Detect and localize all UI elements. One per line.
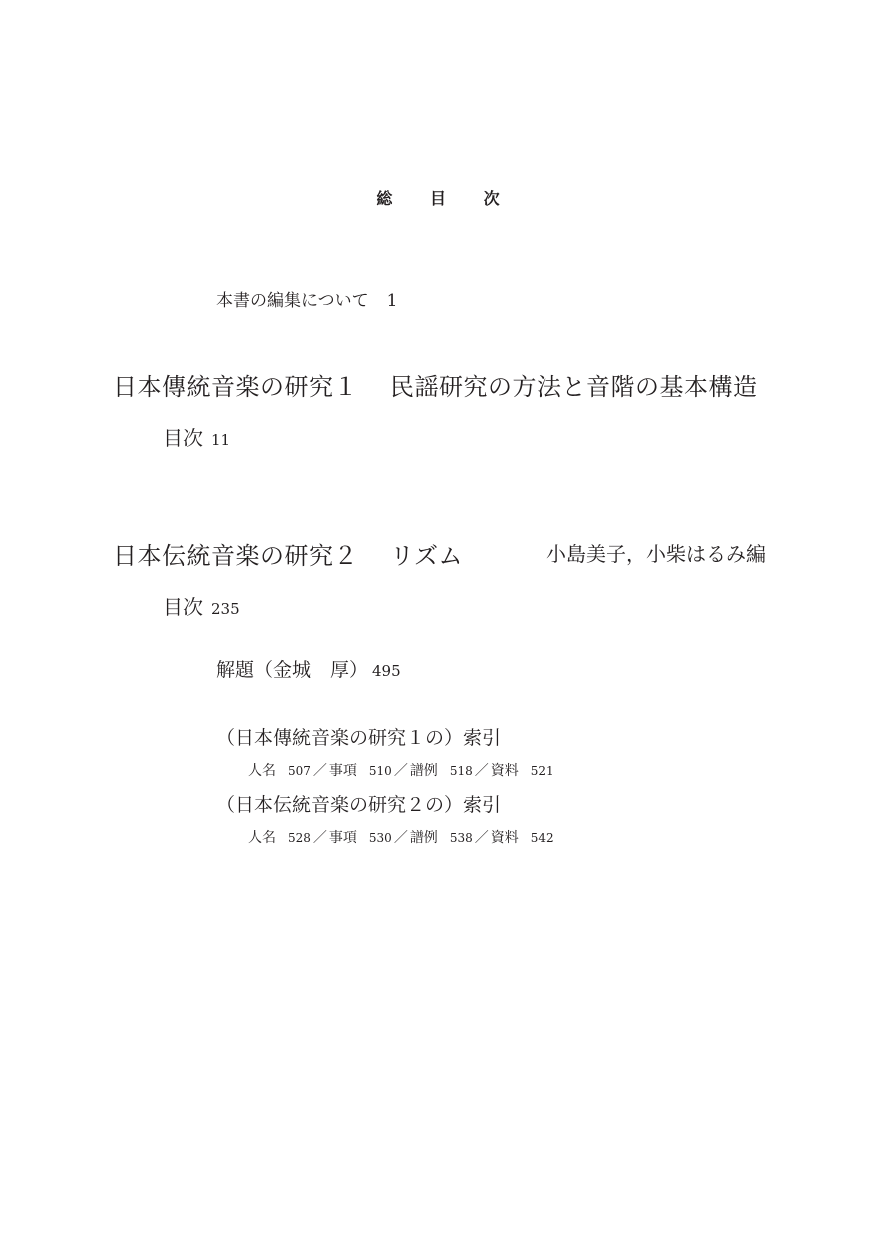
index-entry-label: 事項 <box>328 763 357 779</box>
index-entry-page: 510 <box>368 764 392 778</box>
preface-entry[interactable] <box>216 286 398 311</box>
volume2-title: 日本伝統音楽の研究２ <box>113 542 358 570</box>
kaidai-page-number: 495 <box>372 662 401 680</box>
volume2-toc-label: 目次 <box>163 595 203 619</box>
index-entry-label: 譜例 <box>409 830 438 846</box>
index-entry-page: 530 <box>368 831 392 845</box>
index-entry-page: 521 <box>530 764 554 778</box>
index1-entries <box>248 760 554 780</box>
kaidai-entry[interactable] <box>216 655 401 682</box>
volume2-toc-entry[interactable] <box>163 591 240 620</box>
volume1-heading <box>113 367 758 402</box>
index-entry-label: 譜例 <box>409 763 438 779</box>
index-entry-page: 538 <box>449 831 473 845</box>
volume1-toc-page: 11 <box>211 431 231 449</box>
index-entry-label: 事項 <box>328 830 357 846</box>
volume2-subtitle: リズム <box>390 542 464 570</box>
index-entry-page: 518 <box>449 764 473 778</box>
index-entry-page: 542 <box>530 831 554 845</box>
index-entry-label: 人名 <box>248 830 276 846</box>
index-entry-label: 人名 <box>248 763 276 779</box>
index-entry-page: 528 <box>288 831 311 845</box>
volume2-toc-page: 235 <box>211 600 240 618</box>
index-entry-page: 507 <box>288 764 311 778</box>
preface-page-number: 1 <box>386 291 398 311</box>
separator: ／ <box>312 763 327 779</box>
volume2-editors: 小島美子，小柴はるみ編 <box>546 542 766 566</box>
page-title: 総 目 次 <box>376 189 516 208</box>
separator: ／ <box>393 763 408 779</box>
separator: ／ <box>312 830 327 846</box>
volume2-heading <box>113 536 463 571</box>
volume1-title: 日本傳統音楽の研究１ <box>113 373 358 401</box>
separator: ／ <box>474 763 489 779</box>
index-entry-label: 資料 <box>490 763 519 779</box>
separator: ／ <box>393 830 408 846</box>
kaidai-label: 解題（金城 厚） <box>216 659 369 681</box>
index2-heading: （日本伝統音楽の研究２の）索引 <box>216 794 502 816</box>
volume1-toc-label: 目次 <box>163 426 203 450</box>
separator: ／ <box>474 830 489 846</box>
preface-label: 本書の編集について <box>216 291 369 311</box>
index1-heading: （日本傳統音楽の研究１の）索引 <box>216 727 502 749</box>
volume1-subtitle: 民謡研究の方法と音階の基本構造 <box>390 373 758 401</box>
index-entry-label: 資料 <box>490 830 519 846</box>
volume1-toc-entry[interactable] <box>163 422 230 451</box>
index2-entries <box>248 827 554 847</box>
